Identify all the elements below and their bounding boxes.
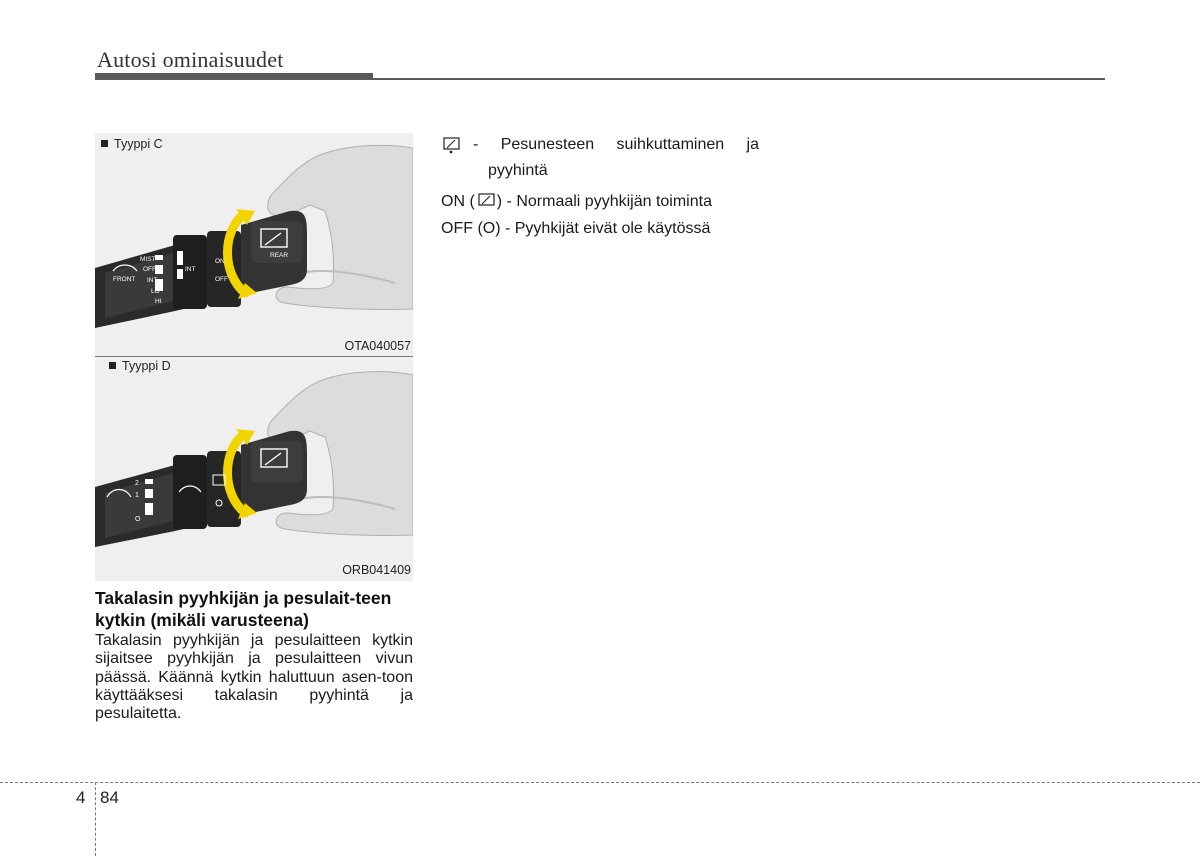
figure-code-d: ORB041409 [342,563,411,577]
stalk-label-1: 1 [135,492,139,499]
wiper-switch-illustration-d [95,357,413,581]
footer-dashed-rule [0,782,1200,783]
stalk-label-mist: MIST [140,256,156,263]
stalk-label-2: 2 [135,480,139,487]
page-number: 84 [100,788,119,807]
section-heading: Takalasin pyyhkijän ja pesulait-teen kytkin (mikäli varusteena) [95,588,392,630]
figure-type-c [95,133,413,356]
figure-label-type-d: Tyyppi D [109,359,171,373]
page-header-title: Autosi ominaisuudet [97,47,284,72]
switch-label-on: ON [215,258,225,265]
stalk-label-front: FRONT [113,276,136,283]
stalk-label-lo: LO [151,288,160,295]
stalk-label-hi: HI [155,298,162,305]
figure-label-type-c: Tyyppi C [101,137,163,151]
washer-spray-icon [441,136,461,154]
mode-off-line: OFF (O) - Pyyhkijät eivät ole käytössä [441,220,711,237]
stalk-label-off: OFF [143,266,156,273]
mode-washer-line1: - Pesunesteen suihkuttaminen ja [441,136,759,154]
switch-label-rear: REAR [270,252,289,259]
switch-label-int: INT [185,266,196,273]
section-body: Takalasin pyyhkijän ja pesulaitteen kytkin sijaitsee pyyhkijän ja pesulaitteen vivun päässä. Käännä kytkin haluttuun asen-toon käyttääksesi takalasin pyyhintä ja pesulaitetta. [95,632,413,723]
bullet-square-icon [101,140,108,147]
switch-label-off: OFF [215,276,228,283]
header-rule-thick [95,73,373,80]
mode-on-line: ON ( ) - Normaali pyyhkijän toiminta [441,193,712,210]
header-rule-thin [373,78,1105,80]
stalk-label-int: INT [147,277,158,284]
figure-type-d [95,357,413,581]
stalk-label-o: O [135,516,141,523]
figure-code-c: OTA040057 [344,339,411,353]
page-chapter-number: 4 [76,788,86,807]
rear-wiper-icon [476,191,496,209]
wiper-switch-illustration-c [95,133,413,356]
mode-washer-line2: pyyhintä [488,162,548,179]
bullet-square-icon [109,362,116,369]
footer-vertical-dashed-rule [95,782,96,856]
